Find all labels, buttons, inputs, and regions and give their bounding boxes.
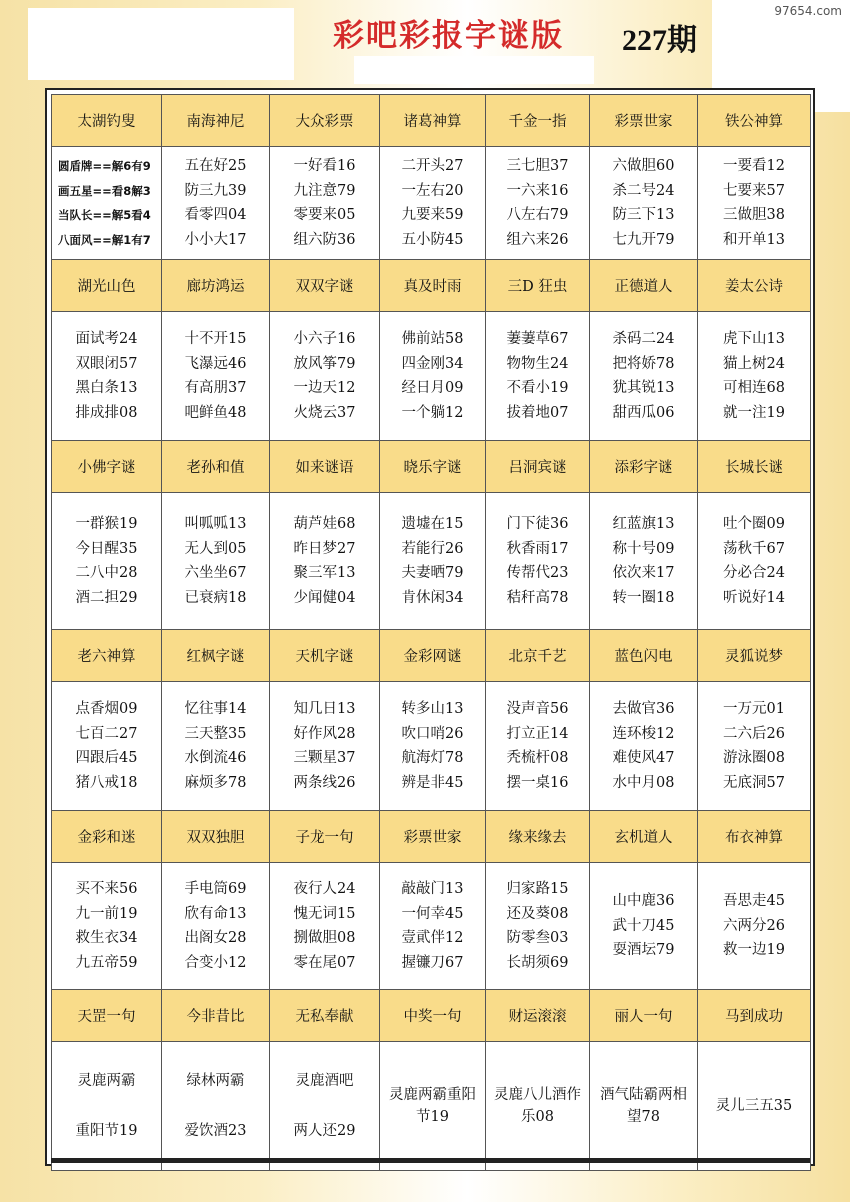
riddle-cell bbox=[162, 1042, 270, 1171]
riddle-line: 水倒流46 bbox=[184, 750, 247, 766]
riddle-line: 出阁女28 bbox=[184, 930, 247, 946]
column-header: 诸葛神算 bbox=[380, 95, 486, 147]
riddle-line: 传帮代23 bbox=[506, 565, 569, 581]
riddle-cell bbox=[380, 863, 486, 990]
column-header: 中奖一句 bbox=[380, 990, 486, 1042]
riddle-line: 武十刀45 bbox=[612, 917, 675, 934]
header-row bbox=[52, 811, 811, 863]
riddle-line: 连环梭12 bbox=[612, 725, 675, 742]
column-header: 无私奉献 bbox=[270, 990, 380, 1042]
column-header: 三D 狂虫 bbox=[486, 260, 590, 312]
riddle-line: 买不来56 bbox=[75, 881, 138, 897]
riddle-cell bbox=[270, 147, 380, 260]
riddle-line: 手电筒69 bbox=[184, 881, 247, 897]
column-header: 北京千艺 bbox=[486, 630, 590, 682]
riddle-cell bbox=[52, 493, 162, 630]
riddle-line: 面试考24 bbox=[75, 331, 138, 347]
riddle-line: 酒气陆霸两相望78 bbox=[600, 1087, 687, 1125]
riddle-line: 一边天12 bbox=[293, 380, 356, 396]
column-header: 蓝色闪电 bbox=[590, 630, 698, 682]
riddle-line: 十不开15 bbox=[184, 331, 247, 347]
column-header: 如来谜语 bbox=[270, 441, 380, 493]
riddle-line: 转多山13 bbox=[401, 701, 464, 717]
riddle-line: 依次来17 bbox=[612, 565, 675, 581]
riddle-cell bbox=[590, 147, 698, 260]
riddle-line: 猪八戒18 bbox=[75, 774, 138, 791]
riddle-line: 红蓝旗13 bbox=[612, 516, 675, 532]
riddle-row bbox=[52, 682, 811, 811]
riddle-line: 称十号09 bbox=[612, 540, 675, 557]
riddle-line: 虎下山13 bbox=[723, 331, 785, 347]
column-header: 丽人一句 bbox=[590, 990, 698, 1042]
riddle-cell bbox=[486, 863, 590, 990]
column-header: 太湖钓叟 bbox=[52, 95, 162, 147]
riddle-line: 杀码二24 bbox=[612, 331, 675, 347]
riddle-line: 今日醒35 bbox=[75, 540, 138, 557]
riddle-line: 长胡须69 bbox=[506, 954, 569, 971]
riddle-cell bbox=[270, 1042, 380, 1171]
riddle-line: 握镰刀67 bbox=[401, 954, 464, 971]
riddle-cell bbox=[380, 682, 486, 811]
riddle-cell bbox=[590, 312, 698, 441]
riddle-line: 夜行人24 bbox=[293, 881, 356, 897]
riddle-line: 火烧云37 bbox=[293, 404, 356, 421]
riddle-line: 三做胆38 bbox=[723, 207, 785, 223]
riddle-line: 秃梳杆08 bbox=[506, 750, 569, 766]
riddle-cell bbox=[162, 682, 270, 811]
riddle-line: 九注意79 bbox=[293, 182, 356, 199]
column-header: 金彩网谜 bbox=[380, 630, 486, 682]
riddle-row bbox=[52, 147, 811, 260]
riddle-line: 三天整35 bbox=[184, 725, 247, 742]
header-row bbox=[52, 441, 811, 493]
column-header: 南海神尼 bbox=[162, 95, 270, 147]
column-header: 彩票世家 bbox=[590, 95, 698, 147]
riddle-line: 一群猴19 bbox=[75, 516, 138, 532]
column-header: 老孙和值 bbox=[162, 441, 270, 493]
riddle-cell bbox=[486, 682, 590, 811]
riddle-cell bbox=[162, 493, 270, 630]
riddle-line: 小小大17 bbox=[184, 231, 247, 248]
riddle-line: 九五帝59 bbox=[75, 954, 138, 971]
riddle-line: 零在尾07 bbox=[293, 954, 356, 971]
riddle-line: 一六来16 bbox=[506, 182, 569, 199]
riddle-line: 物物生24 bbox=[506, 355, 569, 372]
riddle-line: 难使风47 bbox=[612, 750, 675, 766]
riddle-line: 三七胆37 bbox=[506, 158, 569, 174]
riddle-line: 酒二担29 bbox=[75, 589, 138, 606]
riddle-line: 萋萋草67 bbox=[506, 331, 569, 347]
riddle-line: 叫呱呱13 bbox=[184, 516, 247, 532]
riddle-line: 吐个圈09 bbox=[723, 516, 785, 532]
riddle-line: 麻烦多78 bbox=[184, 774, 247, 791]
riddle-line: 若能行26 bbox=[401, 540, 464, 557]
riddle-cell bbox=[590, 493, 698, 630]
riddle-line: 排成排08 bbox=[75, 404, 138, 421]
riddle-cell bbox=[52, 312, 162, 441]
column-header: 吕洞宾谜 bbox=[486, 441, 590, 493]
riddle-cell bbox=[162, 863, 270, 990]
riddle-line: 好作风28 bbox=[293, 725, 356, 742]
riddle-line: 二开头27 bbox=[401, 158, 464, 174]
riddle-line: 就一注19 bbox=[723, 404, 785, 421]
riddle-row bbox=[52, 312, 811, 441]
riddle-cell bbox=[270, 682, 380, 811]
column-header: 天机字谜 bbox=[270, 630, 380, 682]
riddle-line: 肯休闲34 bbox=[401, 589, 464, 606]
column-header: 晓乐字谜 bbox=[380, 441, 486, 493]
column-header: 财运滚滚 bbox=[486, 990, 590, 1042]
riddle-line: 拔着地07 bbox=[506, 404, 569, 421]
riddle-line: 飞瀑远46 bbox=[184, 355, 247, 372]
riddle-line: 游泳圈08 bbox=[723, 750, 785, 766]
column-header: 天罡一句 bbox=[52, 990, 162, 1042]
riddle-line: 灵鹿酒吧 bbox=[295, 1073, 354, 1089]
riddle-line: 聚三军13 bbox=[293, 565, 356, 581]
riddle-line: 分必合24 bbox=[723, 565, 785, 581]
riddle-line: 二八中28 bbox=[75, 565, 138, 581]
riddle-line: 救生衣34 bbox=[75, 930, 138, 946]
riddle-cell bbox=[698, 1042, 811, 1171]
riddle-line: 两人还29 bbox=[293, 1122, 356, 1139]
riddle-line: 荡秋千67 bbox=[723, 540, 785, 557]
page-title: 彩吧彩报字谜版 bbox=[333, 18, 564, 54]
riddle-line: 绿林两霸 bbox=[186, 1073, 245, 1089]
column-header: 红枫字谜 bbox=[162, 630, 270, 682]
riddle-line: 忆往事14 bbox=[184, 701, 247, 717]
riddle-line: 灵儿三五35 bbox=[715, 1098, 793, 1114]
riddle-line: 愧无词15 bbox=[293, 905, 356, 922]
column-header: 双双独胆 bbox=[162, 811, 270, 863]
riddle-line: 七要来57 bbox=[723, 182, 785, 199]
riddle-line: 重阳节19 bbox=[75, 1122, 138, 1139]
riddle-line: 佛前站58 bbox=[401, 331, 464, 347]
riddle-line: 一要看12 bbox=[723, 158, 785, 174]
column-header: 姜太公诗 bbox=[698, 260, 811, 312]
riddle-cell bbox=[162, 312, 270, 441]
riddle-line: 敲敲门13 bbox=[401, 881, 464, 897]
riddle-line: 合变小12 bbox=[184, 954, 247, 971]
riddle-cell bbox=[698, 863, 811, 990]
riddle-line: 转一圈18 bbox=[612, 589, 675, 606]
bottom-rule bbox=[51, 1158, 810, 1163]
riddle-line: 八左右79 bbox=[506, 207, 569, 223]
riddle-line: 六两分26 bbox=[723, 917, 785, 934]
riddle-line: 辨是非45 bbox=[401, 774, 464, 791]
riddle-line: 少闻健04 bbox=[293, 589, 356, 606]
riddle-line: 甜西瓜06 bbox=[612, 404, 675, 421]
riddle-line: 防三九39 bbox=[184, 182, 247, 199]
riddle-line: 两条线26 bbox=[293, 774, 356, 791]
riddle-cell bbox=[486, 1042, 590, 1171]
riddle-line: 八面风==解1有7 bbox=[58, 232, 151, 247]
riddle-line: 无人到05 bbox=[184, 540, 247, 557]
column-header: 湖光山色 bbox=[52, 260, 162, 312]
riddle-cell bbox=[380, 147, 486, 260]
header-row bbox=[52, 630, 811, 682]
column-header: 千金一指 bbox=[486, 95, 590, 147]
header-row bbox=[52, 95, 811, 147]
riddle-cell bbox=[486, 493, 590, 630]
column-header: 布衣神算 bbox=[698, 811, 811, 863]
riddle-line: 还及葵08 bbox=[506, 905, 569, 922]
riddle-line: 遗墟在15 bbox=[401, 516, 464, 532]
riddle-line: 看零四04 bbox=[184, 207, 247, 223]
column-header: 真及时雨 bbox=[380, 260, 486, 312]
riddle-line: 有高朋37 bbox=[184, 380, 247, 396]
riddle-line: 航海灯78 bbox=[401, 750, 464, 766]
riddle-line: 归家路15 bbox=[506, 881, 569, 897]
riddle-line: 小六子16 bbox=[293, 331, 356, 347]
riddle-line: 犹其锐13 bbox=[612, 380, 675, 396]
riddle-line: 壹貮伴12 bbox=[401, 930, 464, 946]
riddle-line: 六坐坐67 bbox=[184, 565, 247, 581]
column-header: 双双字谜 bbox=[270, 260, 380, 312]
riddle-cell bbox=[52, 147, 162, 260]
blank-box-left bbox=[28, 8, 294, 80]
riddle-line: 杀二号24 bbox=[612, 182, 675, 199]
column-header: 长城长谜 bbox=[698, 441, 811, 493]
riddle-cell bbox=[590, 863, 698, 990]
riddle-line: 夫妻晒79 bbox=[401, 565, 464, 581]
riddle-line: 四跟后45 bbox=[75, 750, 138, 766]
column-header: 马到成功 bbox=[698, 990, 811, 1042]
riddle-line: 一好看16 bbox=[293, 158, 356, 174]
riddle-line: 九要来59 bbox=[401, 207, 464, 223]
riddle-cell bbox=[380, 1042, 486, 1171]
riddle-row bbox=[52, 863, 811, 990]
riddle-line: 救一边19 bbox=[723, 942, 785, 959]
riddle-line: 放风筝79 bbox=[293, 355, 356, 372]
riddle-row bbox=[52, 493, 811, 630]
riddle-line: 黑白条13 bbox=[75, 380, 138, 396]
blank-box-center bbox=[354, 56, 594, 84]
riddle-cell bbox=[486, 147, 590, 260]
riddle-line: 听说好14 bbox=[723, 589, 785, 606]
column-header: 正德道人 bbox=[590, 260, 698, 312]
riddle-line: 把将娇78 bbox=[612, 355, 675, 372]
riddle-line: 一万元01 bbox=[723, 701, 785, 717]
riddle-line: 二六后26 bbox=[723, 725, 785, 742]
riddle-line: 不看小19 bbox=[506, 380, 569, 396]
riddle-line: 昨日梦27 bbox=[293, 540, 356, 557]
column-header: 大众彩票 bbox=[270, 95, 380, 147]
riddle-line: 捌做胆08 bbox=[293, 930, 356, 946]
riddle-line: 知几日13 bbox=[293, 701, 356, 717]
riddle-line: 防零叁03 bbox=[506, 930, 569, 946]
riddle-line: 灵鹿八儿酒作乐08 bbox=[494, 1087, 581, 1125]
riddle-line: 葫芦娃68 bbox=[293, 516, 356, 532]
riddle-line: 吧鲜鱼48 bbox=[184, 404, 247, 421]
site-watermark: 97654.com bbox=[774, 4, 842, 18]
riddle-cell bbox=[52, 863, 162, 990]
column-header: 小佛字谜 bbox=[52, 441, 162, 493]
riddle-cell bbox=[380, 493, 486, 630]
riddle-line: 秸秆高78 bbox=[506, 589, 569, 606]
riddle-line: 防三下13 bbox=[612, 207, 675, 223]
riddle-line: 吾思走45 bbox=[723, 893, 785, 910]
riddle-line: 五小防45 bbox=[401, 231, 464, 248]
header-row bbox=[52, 990, 811, 1042]
riddle-line: 打立正14 bbox=[506, 725, 569, 742]
riddle-line: 组六来26 bbox=[506, 231, 569, 248]
riddle-cell bbox=[698, 493, 811, 630]
column-header: 子龙一句 bbox=[270, 811, 380, 863]
riddle-line: 五在好25 bbox=[184, 158, 247, 174]
riddle-line: 爱饮酒23 bbox=[184, 1122, 247, 1139]
riddle-line: 灵鹿两霸重阳节19 bbox=[389, 1087, 476, 1125]
riddle-line: 去做官36 bbox=[612, 701, 675, 717]
riddle-line: 门下徒36 bbox=[506, 516, 569, 532]
column-header: 廊坊鸿运 bbox=[162, 260, 270, 312]
riddle-cell bbox=[590, 1042, 698, 1171]
riddle-line: 秋香雨17 bbox=[506, 540, 569, 557]
column-header: 铁公神算 bbox=[698, 95, 811, 147]
riddle-line: 一个躺12 bbox=[401, 404, 464, 421]
riddle-line: 一何幸45 bbox=[401, 905, 464, 922]
riddle-line: 山中鹿36 bbox=[612, 893, 675, 910]
riddle-line: 无底洞57 bbox=[723, 774, 785, 791]
riddle-line: 当队长==解5看4 bbox=[58, 208, 151, 222]
riddle-line: 经日月09 bbox=[401, 380, 464, 396]
riddle-cell bbox=[270, 863, 380, 990]
riddle-line: 四金刚34 bbox=[401, 355, 464, 372]
column-header: 老六神算 bbox=[52, 630, 162, 682]
riddle-line: 和开单13 bbox=[723, 231, 785, 248]
riddle-cell bbox=[270, 312, 380, 441]
riddle-cell bbox=[380, 312, 486, 441]
riddle-cell bbox=[698, 147, 811, 260]
riddle-cell bbox=[52, 1042, 162, 1171]
riddle-line: 三颗星37 bbox=[293, 750, 356, 766]
riddle-table bbox=[51, 94, 811, 1171]
riddle-cell bbox=[162, 147, 270, 260]
riddle-cell bbox=[52, 682, 162, 811]
riddle-line: 欣有命13 bbox=[184, 905, 247, 922]
riddle-line: 可相连68 bbox=[723, 380, 785, 396]
column-header: 添彩字谜 bbox=[590, 441, 698, 493]
issue-number: 227期 bbox=[622, 24, 697, 57]
riddle-line: 水中月08 bbox=[612, 774, 675, 791]
riddle-line: 组六防36 bbox=[293, 231, 356, 248]
riddle-line: 零要来05 bbox=[293, 207, 356, 223]
column-header: 玄机道人 bbox=[590, 811, 698, 863]
column-header: 今非昔比 bbox=[162, 990, 270, 1042]
riddle-line: 六做胆60 bbox=[612, 158, 675, 174]
riddle-cell bbox=[590, 682, 698, 811]
riddle-cell bbox=[698, 312, 811, 441]
riddle-line: 没声音56 bbox=[506, 701, 569, 717]
riddle-line: 吹口哨26 bbox=[401, 725, 464, 742]
riddle-line: 猫上树24 bbox=[723, 355, 785, 372]
riddle-line: 摆一桌16 bbox=[506, 774, 569, 791]
riddle-row bbox=[52, 1042, 811, 1171]
riddle-line: 七九开79 bbox=[612, 231, 675, 248]
riddle-line: 圆盾牌==解6有9 bbox=[58, 159, 151, 173]
header-row bbox=[52, 260, 811, 312]
riddle-line: 耍酒坛79 bbox=[612, 942, 675, 959]
riddle-line: 双眼闭57 bbox=[75, 355, 138, 372]
riddle-cell bbox=[486, 312, 590, 441]
column-header: 金彩和迷 bbox=[52, 811, 162, 863]
riddle-line: 九一前19 bbox=[75, 905, 138, 922]
riddle-line: 一左右20 bbox=[401, 182, 464, 199]
column-header: 彩票世家 bbox=[380, 811, 486, 863]
riddle-line: 灵鹿两霸 bbox=[77, 1073, 136, 1089]
riddle-line: 七百二27 bbox=[75, 725, 138, 742]
riddle-line: 画五星==看8解3 bbox=[58, 183, 151, 198]
riddle-line: 点香烟09 bbox=[75, 701, 138, 717]
column-header: 缘来缘去 bbox=[486, 811, 590, 863]
riddle-cell bbox=[270, 493, 380, 630]
riddle-line: 已衰病18 bbox=[184, 589, 247, 606]
riddle-cell bbox=[698, 682, 811, 811]
column-header: 灵狐说梦 bbox=[698, 630, 811, 682]
